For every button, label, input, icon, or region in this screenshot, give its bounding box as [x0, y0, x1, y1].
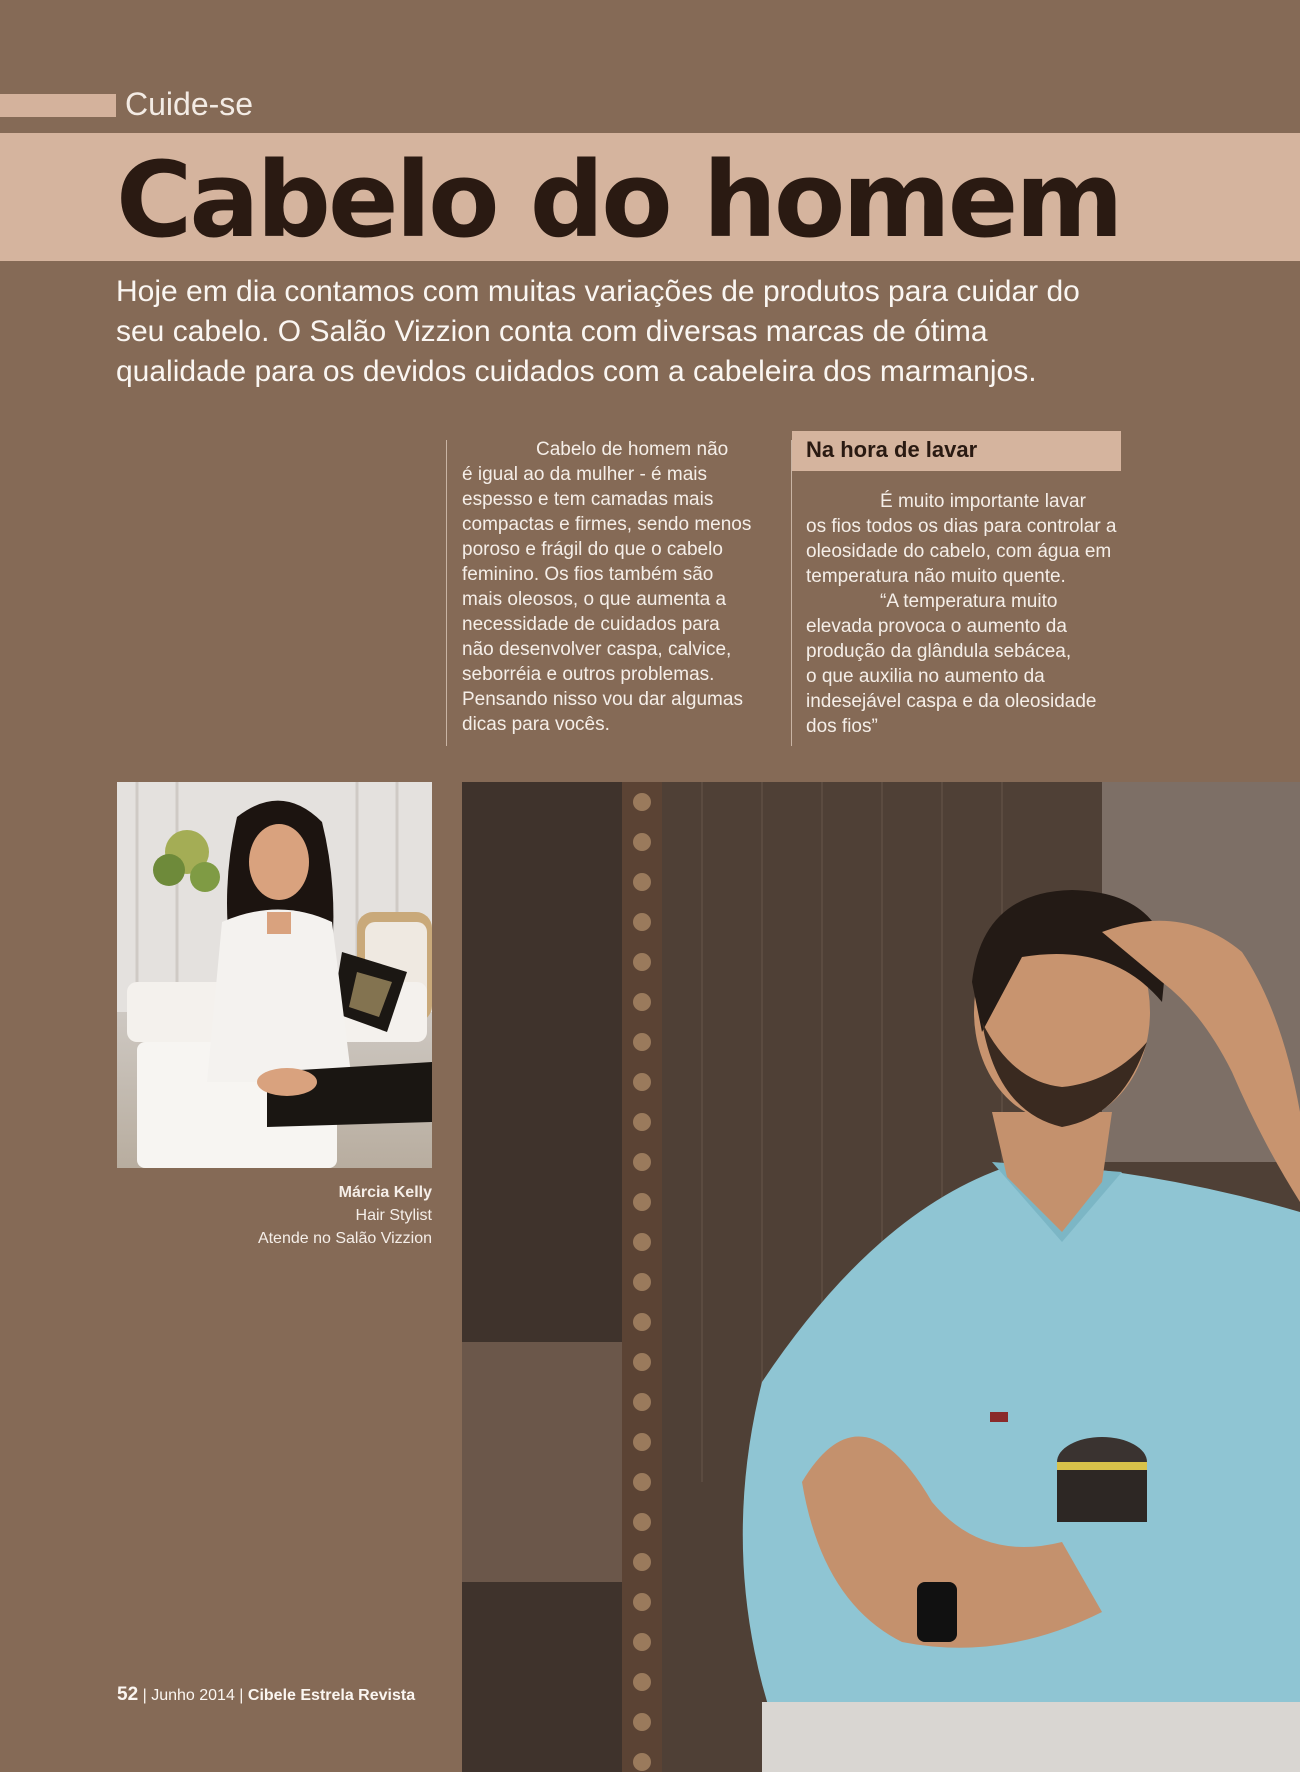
col1-line: é igual ao da mulher - é mais [462, 464, 708, 485]
magazine-name: Cibele Estrela Revista [247, 1687, 416, 1704]
caption-name: Márcia Kelly [338, 1184, 432, 1201]
col2-line: indesejável caspa e da oleosidade [806, 691, 1097, 712]
col1-line: dicas para vocês. [462, 714, 610, 735]
column-2-text [806, 489, 1126, 739]
section-label: Cuide-se [125, 86, 254, 122]
column-divider-1 [446, 440, 447, 746]
col1-line: Cabelo de homem não [536, 439, 729, 460]
section-tag-bar [0, 94, 116, 117]
main-photo [462, 782, 1300, 1772]
col2-line: oleosidade do cabelo, com água em [806, 541, 1112, 562]
col2-line: temperatura não muito quente. [806, 566, 1066, 587]
footer-separator: | [239, 1687, 244, 1704]
portrait-photo [117, 782, 432, 1168]
col1-line: espesso e tem camadas mais [462, 489, 714, 510]
column-divider-2 [791, 440, 792, 746]
subheading: Na hora de lavar [806, 437, 978, 462]
col2-line: dos fios” [806, 716, 878, 737]
col1-line: feminino. Os fios também são [462, 564, 714, 585]
col1-line: mais oleosos, o que aumenta a [462, 589, 727, 610]
page-footer [117, 1684, 415, 1706]
col2-line: É muito importante lavar [880, 491, 1086, 512]
column-1-text [462, 437, 782, 737]
article-title: Cabelo do homem [116, 139, 1121, 261]
footer-separator: | [142, 1687, 147, 1704]
col2-line: o que auxilia no aumento da [806, 666, 1045, 687]
col1-line: Pensando nisso vou dar algumas [462, 689, 743, 710]
caption-place: Atende no Salão Vizzion [257, 1230, 432, 1247]
portrait-illustration [117, 782, 432, 1168]
main-photo-illustration [462, 782, 1300, 1772]
lead-paragraph: Hoje em dia contamos com muitas variações de produtos para cuidar do seu cabelo. O Salão Vizzion conta com diversas marcas de ótima qualidade para os devidos cuidados com a cabeleira dos marmanjos. [116, 275, 1080, 388]
portrait-caption [117, 1181, 432, 1250]
col2-line: elevada provoca o aumento da [806, 616, 1067, 637]
issue-date: Junho 2014 [151, 1687, 235, 1704]
col1-line: compactas e firmes, sendo menos [462, 514, 752, 535]
col1-line: necessidade de cuidados para [462, 614, 720, 635]
col1-line: poroso e frágil do que o cabelo [462, 539, 723, 560]
page-number: 52 [117, 1684, 139, 1705]
col1-line: não desenvolver caspa, calvice, [462, 639, 732, 660]
col2-line: “A temperatura muito [880, 591, 1058, 612]
caption-role: Hair Stylist [355, 1207, 432, 1224]
col2-line: produção da glândula sebácea, [806, 641, 1072, 662]
col2-line: os fios todos os dias para controlar a [806, 516, 1117, 537]
col1-line: seborréia e outros problemas. [462, 664, 715, 685]
